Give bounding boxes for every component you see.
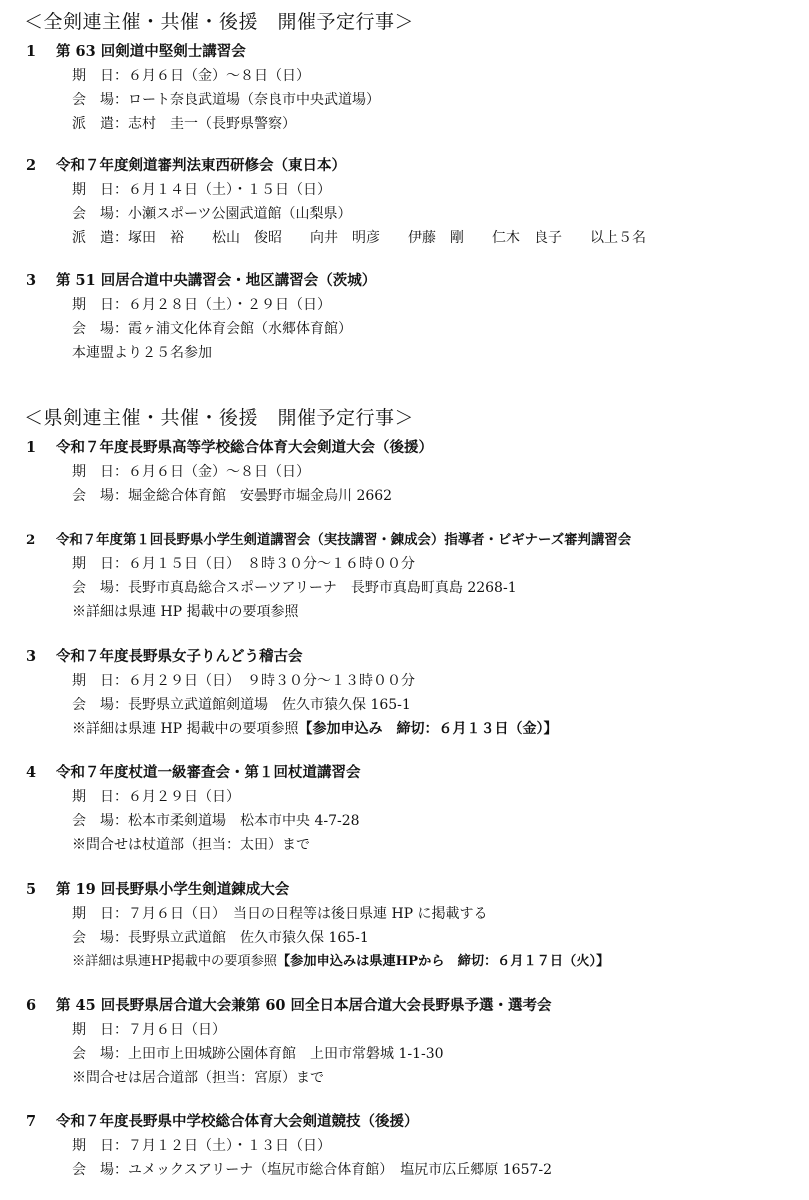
event-title-text: 令和７年度長野県高等学校総合体育大会剣道大会（後援） <box>56 439 433 456</box>
event-venue: 会 場：霞ヶ浦文化体育会館（水郷体育館） <box>72 321 352 337</box>
event-venue: 会 場：松本市柔剣道場 松本市中央 4-7-28 <box>72 813 360 829</box>
event-note: ※問合せは居合道部（担当：宮原）まで <box>72 1070 324 1086</box>
event-title <box>26 271 376 291</box>
event-title-text: 令和７年度第１回長野県小学生剣道講習会（実技講習・錬成会）指導者・ビギナーズ審判講習会 <box>56 532 632 548</box>
event-title <box>26 1112 419 1132</box>
event-dispatch: 派 遣：志村 圭一（長野県警察） <box>72 116 296 132</box>
event-number: 2 <box>26 532 36 548</box>
event-date: 期 日：７月６日（日） <box>72 1022 226 1038</box>
event-venue: 会 場：小瀬スポーツ公園武道館（山梨県） <box>72 206 352 222</box>
event-venue: 会 場：上田市上田城跡公園体育館 上田市常磐城 1-1-30 <box>72 1046 444 1062</box>
event-title-text: 第 45 回長野県居合道大会兼第 60 回全日本居合道大会長野県予選・選考会 <box>56 997 552 1014</box>
event-note-text: ※詳細は県連 HP 掲載中の要項参照 <box>72 721 299 737</box>
event-date: 期 日：６月２８日（土）・２９日（日） <box>72 297 331 313</box>
deadline-note: 【参加申込みは県連HPから 締切：６月１７日（火）】 <box>277 954 610 969</box>
event-note: 本連盟より２５名参加 <box>72 345 212 361</box>
event-number: 1 <box>26 43 37 60</box>
event-title <box>26 880 289 900</box>
event-title-text: 令和７年度剣道審判法東西研修会（東日本） <box>56 157 346 174</box>
deadline-note: 【参加申込み 締切：６月１３日（金）】 <box>298 721 558 737</box>
section-header: ＜全剣連主催・共催・後援 開催予定行事＞ <box>24 11 415 33</box>
event-venue: 会 場：堀金総合体育館 安曇野市堀金烏川 2662 <box>72 488 393 504</box>
event-number: 4 <box>26 764 37 781</box>
event-date: 期 日：７月６日（日） 当日の日程等は後日県連 HP に掲載する <box>72 906 488 922</box>
event-number: 1 <box>26 439 37 456</box>
event-title <box>26 530 631 550</box>
event-date: 期 日：６月１５日（日） ８時３０分～１６時００分 <box>72 556 415 572</box>
event-title-text: 第 63 回剣道中堅剣士講習会 <box>56 43 246 60</box>
event-title <box>26 438 433 458</box>
event-title-text: 第 51 回居合道中央講習会・地区講習会（茨城） <box>56 272 377 289</box>
event-date: 期 日：７月１２日（土）・１３日（日） <box>72 1138 331 1154</box>
event-venue: 会 場：ロート奈良武道場（奈良市中央武道場） <box>72 92 380 108</box>
event-number: 6 <box>26 997 37 1014</box>
event-title <box>26 156 346 176</box>
event-title <box>26 42 246 62</box>
event-date: 期 日：６月２９日（日） ９時３０分～１３時００分 <box>72 673 415 689</box>
event-number: 5 <box>26 881 37 898</box>
event-venue: 会 場：長野県立武道館剣道場 佐久市猿久保 165-1 <box>72 697 411 713</box>
event-venue: 会 場：長野県立武道館 佐久市猿久保 165-1 <box>72 930 369 946</box>
event-note: ※問合せは杖道部（担当：太田）まで <box>72 837 310 853</box>
event-venue: 会 場：長野市真島総合スポーツアリーナ 長野市真島町真島 2268-1 <box>72 580 517 596</box>
event-title-text: 令和７年度長野県女子りんどう稽古会 <box>56 648 303 665</box>
event-number: 7 <box>26 1113 37 1130</box>
event-date: 期 日：６月２９日（日） <box>72 789 240 805</box>
event-number: 3 <box>26 648 37 665</box>
event-title <box>26 647 303 667</box>
event-dispatch: 派 遣：塚田 裕 松山 俊昭 向井 明彦 伊藤 剛 仁木 良子 以上５名 <box>72 230 646 246</box>
event-number: 3 <box>26 272 37 289</box>
event-title-text: 令和７年度長野県中学校総合体育大会剣道競技（後援） <box>56 1113 419 1130</box>
event-title <box>26 763 361 783</box>
event-note <box>72 952 609 972</box>
event-note-text: ※詳細は県連HP掲載中の要項参照 <box>72 954 277 969</box>
event-note <box>72 719 558 739</box>
event-date: 期 日：６月１４日（土）・１５日（日） <box>72 182 331 198</box>
event-venue: 会 場：ユメックスアリーナ（塩尻市総合体育館） 塩尻市広丘郷原 1657-2 <box>72 1162 553 1178</box>
event-title-text: 令和７年度杖道一級審査会・第１回杖道講習会 <box>56 764 361 781</box>
section-header: ＜県剣連主催・共催・後援 開催予定行事＞ <box>24 407 415 429</box>
event-date: 期 日：６月６日（金）～８日（日） <box>72 68 310 84</box>
event-title <box>26 996 552 1016</box>
event-number: 2 <box>26 157 37 174</box>
event-title-text: 第 19 回長野県小学生剣道錬成大会 <box>56 881 290 898</box>
event-note: ※詳細は県連 HP 掲載中の要項参照 <box>72 604 299 620</box>
event-date: 期 日：６月６日（金）～８日（日） <box>72 464 310 480</box>
